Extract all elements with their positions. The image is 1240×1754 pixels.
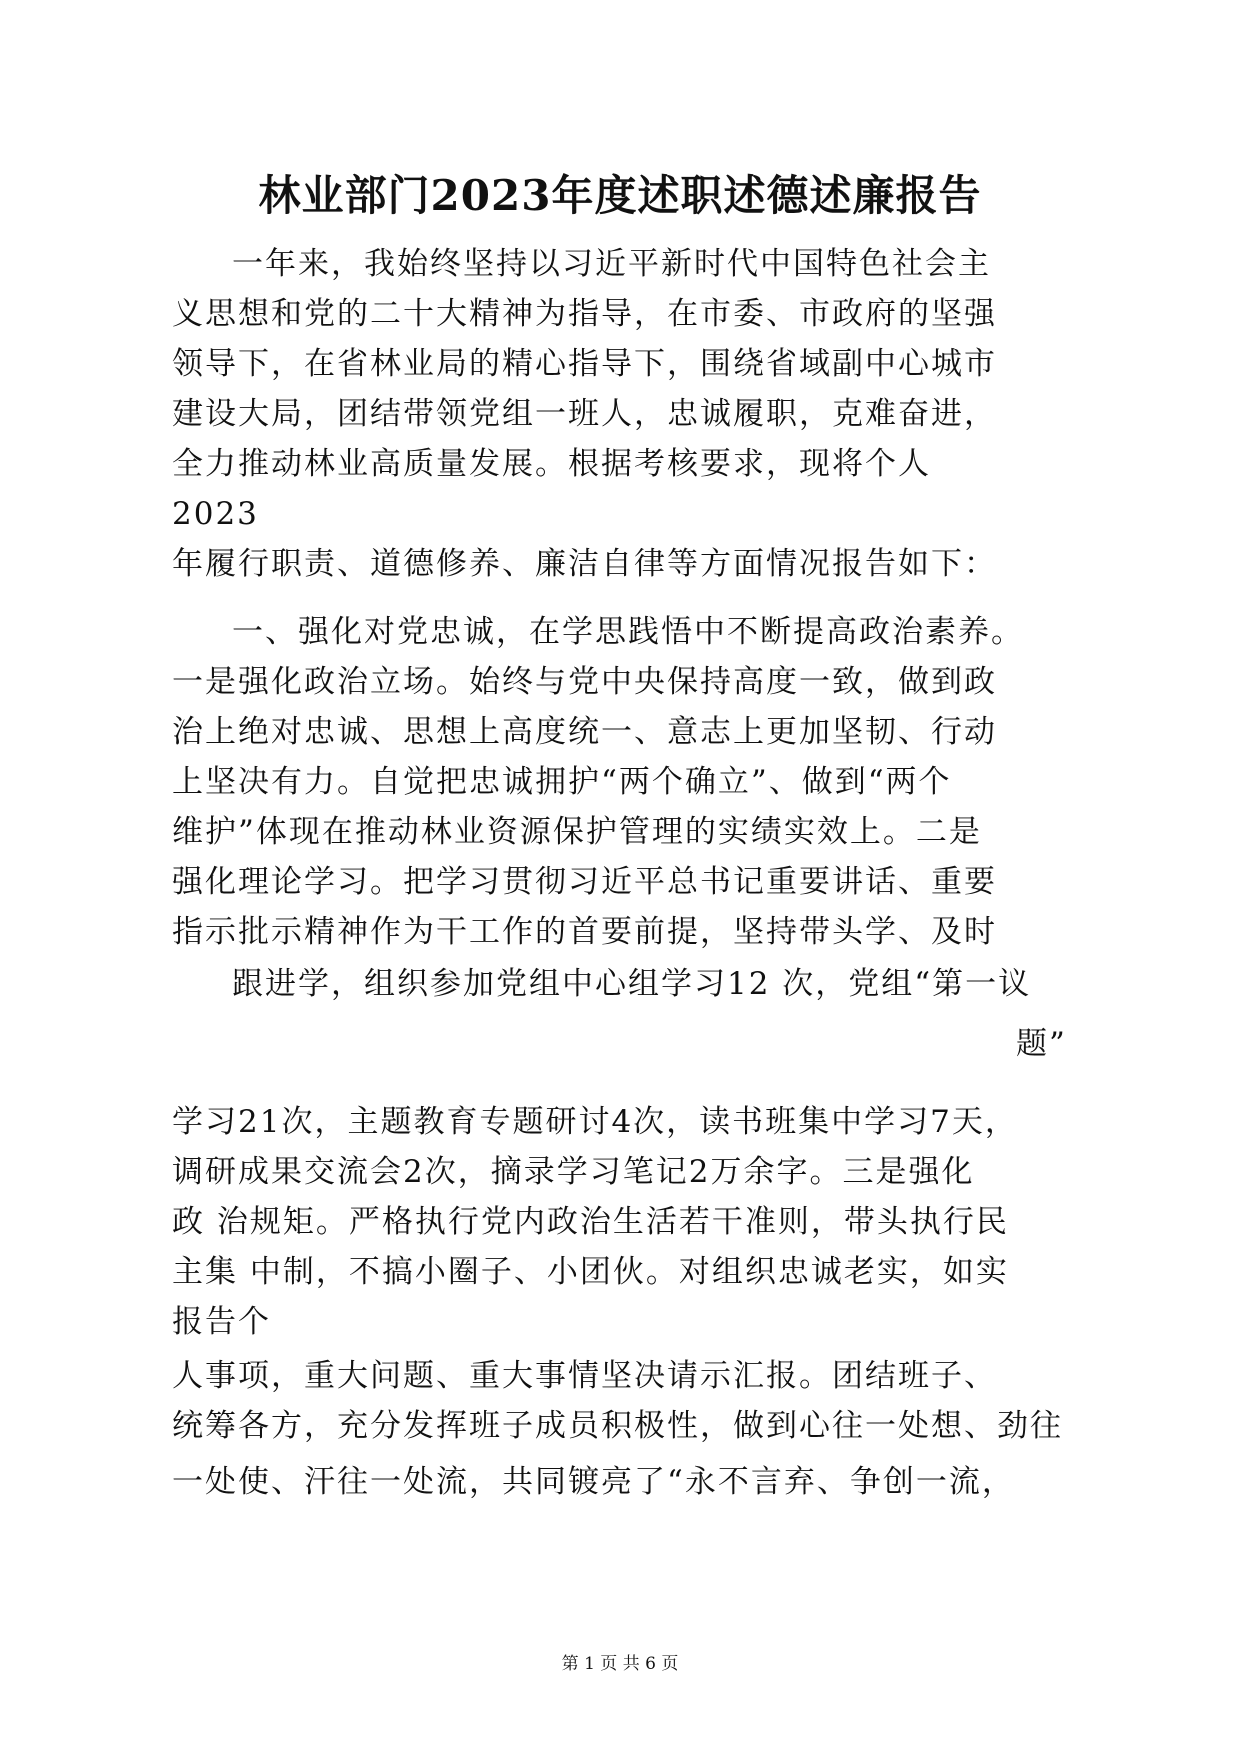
body-line: 学习21次，主题教育专题研讨4次，读书班集中学习7天，: [172, 1104, 1018, 1140]
body-line: 统筹各方，充分发挥班子成员积极性，做到心往一处想、劲往: [172, 1408, 1063, 1444]
body-line: 治上绝对忠诚、思想上高度统一、意志上更加坚韧、行动: [172, 714, 997, 750]
body-line: 一年来，我始终坚持以习近平新时代中国特色社会主: [232, 246, 991, 282]
document-title: 林业部门2023年度述职述德述廉报告: [258, 171, 982, 220]
body-line: 建设大局，团结带领党组一班人，忠诚履职，克难奋进，: [172, 396, 997, 432]
body-line: 调研成果交流会2次，摘录学习笔记2万余字。三是强化: [172, 1154, 975, 1190]
body-line: 强化理论学习。把学习贯彻习近平总书记重要讲话、重要: [172, 864, 997, 900]
body-line: 领导下，在省林业局的精心指导下，围绕省域副中心城市: [172, 346, 997, 382]
body-line: 2023: [172, 496, 259, 532]
body-line: 全力推动林业高质量发展。根据考核要求，现将个人: [172, 446, 931, 482]
body-line: 一是强化政治立场。始终与党中央保持高度一致，做到政: [172, 664, 997, 700]
section-heading: 一、强化对党忠诚，在学思践悟中不断提高政治素养。: [232, 614, 1024, 650]
body-line: 跟进学，组织参加党组中心组学习12 次，党组“第一议: [232, 966, 1032, 1002]
body-line: 政 治规矩。严格执行党内政治生活若干准则，带头执行民: [172, 1204, 1009, 1240]
body-line: 一处使、汗往一处流，共同镀亮了“永不言弃、争创一流，: [172, 1464, 1015, 1500]
body-line: 报告个: [172, 1304, 271, 1340]
page-number: 第 1 页 共 6 页: [561, 1654, 679, 1674]
body-line: 年履行职责、道德修养、廉洁自律等方面情况报告如下：: [172, 546, 997, 582]
body-line: 维护”体现在推动林业资源保护管理的实绩实效上。二是: [172, 814, 982, 850]
body-line: 主集 中制，不搞小圈子、小团伙。对组织忠诚老实，如实: [172, 1254, 1009, 1290]
body-line: 义思想和党的二十大精神为指导，在市委、市政府的坚强: [172, 296, 997, 332]
body-line: 人事项，重大问题、重大事情坚决请示汇报。团结班子、: [172, 1358, 997, 1394]
body-line: 上坚决有力。自觉把忠诚拥护“两个确立”、做到“两个: [172, 764, 952, 800]
body-line: 题”: [1016, 1026, 1067, 1062]
body-line: 指示批示精神作为干工作的首要前提，坚持带头学、及时: [172, 914, 997, 950]
